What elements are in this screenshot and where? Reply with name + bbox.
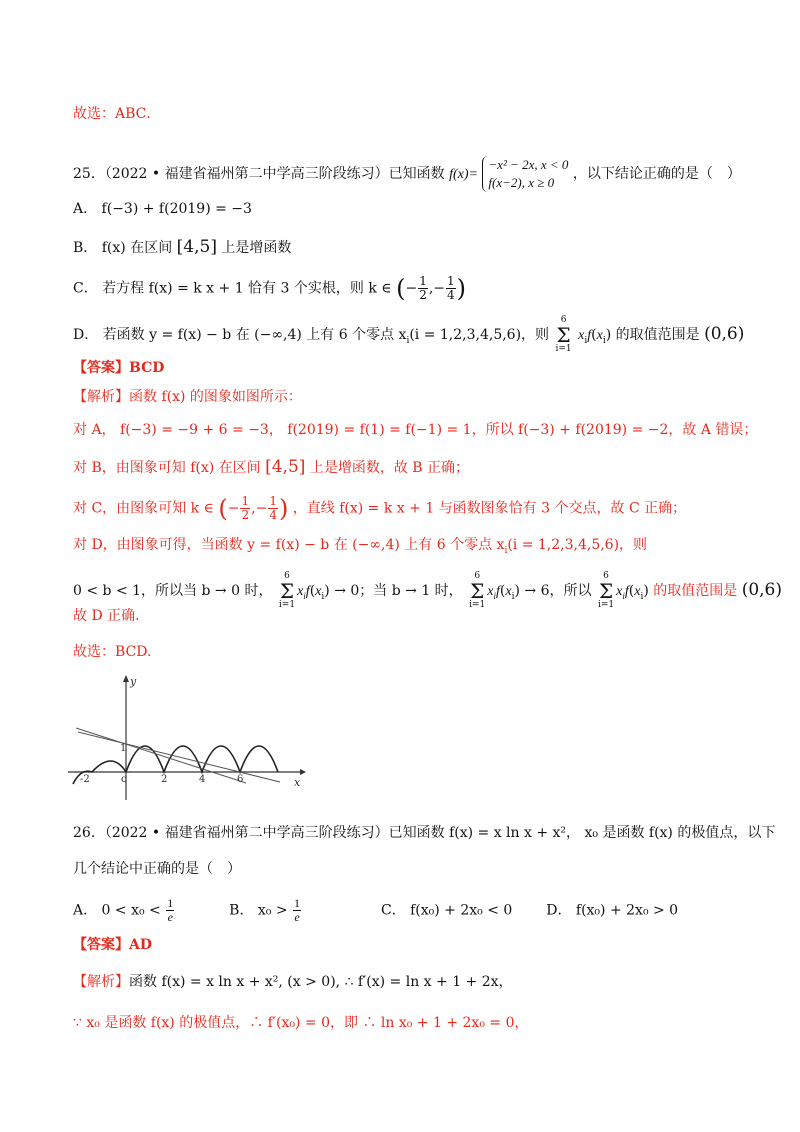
frac-quarter-num: 1: [447, 274, 455, 288]
x-tick-6: 6: [237, 774, 244, 785]
y-tick-1: 1: [120, 743, 127, 754]
sum-2-bottom: i=1: [469, 600, 486, 610]
q25-analysis-1: [73, 386, 302, 408]
x-tick-2: 2: [161, 774, 168, 785]
q25-f-def: f(x)=: [449, 167, 478, 182]
sum-top: 6: [560, 315, 567, 325]
frac-half-num: 1: [419, 274, 427, 288]
q25-analysis-b: [73, 456, 469, 479]
q25-option-b-tail: 上是增函数: [221, 240, 292, 256]
q25-option-d: D． 若函数 y = f(x) − b 在 (−∞,4) 上有 6 个零点 $x_i(i = 1,2,3,4,5,6)$，则 6 Σ i=1 $x_if(x_i)$ 的取值范围是 (0,6): [73, 315, 745, 354]
q25-analysis-d2-range: (0,6): [741, 580, 783, 600]
x-tick-origin: o: [121, 774, 128, 785]
q26-option-d: D． f(x₀) + 2x₀ > 0: [546, 902, 679, 919]
q25-option-c: C． 若方程 f(x) = k x + 1 恰有 3 个实根，则 k ∈ (− $\frac{1}{2}$ ,− $\frac{1}{4}$ ): [73, 274, 467, 303]
q25-analysis-d2-c: → 6，所以: [524, 583, 592, 599]
frac-half-2: [240, 495, 250, 522]
frac-quarter-2-num: 1: [269, 494, 277, 508]
q26-option-a: A． 0 < x₀ <: [73, 902, 161, 919]
q25-analysis-b-tail: 上是增函数，故 B 正确；: [309, 460, 470, 476]
frac-quarter-den: 4: [447, 288, 455, 302]
x-tick-4: 4: [199, 774, 206, 785]
frac-e-2-den: e: [294, 910, 300, 924]
q25-analysis-d-text2: (i = 1,2,3,4,5,6)，则: [507, 537, 648, 553]
frac-e-2: [293, 897, 301, 924]
q26-stem: [73, 822, 775, 844]
q25-stem: [73, 156, 741, 192]
q26-analysis-2: ∵ x₀ 是函数 f(x) 的极值点，∴ f′(x₀) = 0，即 ∴ ln x₀ + 1 + 2x₀ = 0，: [73, 1015, 529, 1031]
frac-e-2-num: 1: [294, 896, 301, 910]
sum-3-top: 6: [603, 571, 609, 581]
line-k-quarter: [78, 732, 280, 782]
q26-analysis-1-text: 函数 f(x) = x ln x + x², (x > 0), ∴ f′(x) = ln x + 1 + 2x，: [129, 974, 513, 990]
q26-option-c: C． f(x₀) + 2x₀ < 0: [380, 902, 513, 919]
q25-analysis-c-text: 对 C，由图象可知 k ∈: [73, 500, 214, 517]
q26-stem-b: 几个结论中正确的是（ ）: [73, 861, 241, 877]
sum-symbol-2: 6 Σ i=1: [469, 571, 486, 610]
q25-answer: 【答案】BCD: [73, 360, 165, 376]
sum-1-bottom: i=1: [278, 600, 296, 610]
q26-options: [73, 897, 678, 924]
q26-analysis-label: 【解析】: [73, 974, 129, 990]
q25-analysis-d3: 故 D 正确.: [73, 608, 140, 624]
q26-stem-a: 已知函数 f(x) = x ln x + x²， x₀ 是函数 f(x) 的极值点，以下: [388, 825, 776, 841]
q25-option-b-text: B． f(x) 在区间: [73, 240, 173, 256]
q26-source: （2022 • 福建省福州第二中学高三阶段练习）: [104, 825, 389, 841]
q25-piece2: f(x−2), x ≥ 0: [488, 175, 555, 190]
q25-source: （2022 • 福建省福州第二中学高三阶段练习）: [104, 166, 389, 182]
q25-conclusion: 故选：BCD.: [73, 644, 152, 660]
y-label: y: [130, 675, 137, 688]
frac-e: [166, 897, 174, 924]
q26-answer: 【答案】AD: [73, 937, 153, 953]
q25-option-c-text: C． 若方程 f(x) = k x + 1 恰有 3 个实根，则 k ∈: [73, 280, 392, 297]
q26-option-b: B． x₀ >: [229, 902, 288, 919]
q25-analysis-1-text: 函数 f(x) 的图象如图所示：: [129, 389, 302, 405]
frac-quarter: [446, 275, 456, 302]
sum-1-top: 6: [284, 571, 290, 581]
q25-analysis-b-text: 对 B，由图象可知 f(x) 在区间: [73, 460, 261, 476]
q25-analysis-a: 对 A， f(−3) = −9 + 6 = −3， f(2019) = f(1) = f(−1) = 1，所以 f(−3) + f(2019) = −2，故 A 错误；: [73, 422, 758, 438]
q26-number: 26．: [73, 825, 105, 841]
function-graph: [68, 672, 308, 807]
q25-option-d-f: f: [587, 328, 592, 343]
sum-bottom: i=1: [555, 344, 572, 354]
frac-half-2-num: 1: [241, 494, 250, 508]
y-axis-arrow: [123, 675, 129, 682]
q25-option-b-interval: [4,5]: [176, 237, 217, 257]
q25-analysis-label: 【解析】: [73, 389, 129, 405]
q25-analysis-d2-b: → 0；当 b → 1 时，: [334, 583, 463, 599]
q25-number: 25．: [73, 166, 105, 182]
function-curve: [73, 746, 278, 784]
q25-option-d-text: D． 若函数 y = f(x) − b 在 (−∞,4) 上有 6 个零点 x: [73, 327, 407, 343]
q25-option-d-text3: 的取值范围是: [615, 327, 700, 343]
q25-option-d-range: (0,6): [704, 324, 745, 344]
q25-analysis-c: 对 C，由图象可知 k ∈ (− $\frac{1}{2}$ ,− $\frac{1}{4}$ ) ，直线 f(x) = k x + 1 与函数图象恰有 3 个交点，故 C 正确；: [73, 494, 687, 523]
q25-analysis-d2-a: 0 < b < 1，所以当 b → 0 时，: [73, 583, 273, 599]
sum-symbol-3: 6 Σ i=1: [597, 571, 615, 610]
sum-symbol-1: 6 Σ i=1: [278, 571, 296, 610]
frac-half-den: 2: [419, 288, 427, 302]
q25-analysis-d: 对 D，由图象可得，当函数 y = f(x) − b 在 (−∞,4) 上有 6 个零点 $x_i(i = 1,2,3,4,5,6)$，则: [73, 537, 648, 556]
q25-analysis-d2-d: 的取值范围是: [653, 583, 738, 599]
q25-analysis-d-text: 对 D，由图象可得，当函数 y = f(x) − b 在 (−∞,4) 上有 6 个零点 x: [73, 537, 505, 553]
q25-piecewise: [482, 156, 568, 192]
q25-option-d-x: x: [578, 328, 585, 343]
q25-option-d-text2: (i = 1,2,3,4,5,6)，则: [409, 327, 550, 343]
frac-half-2-den: 2: [241, 508, 250, 522]
x-label: x: [294, 776, 301, 789]
q25-option-a: A． f(−3) + f(2019) = −3: [73, 201, 252, 217]
frac-e-den: e: [167, 910, 173, 924]
q25-piece1: −x² − 2x, x < 0: [488, 157, 569, 172]
sum-2-top: 6: [474, 571, 481, 581]
sum-symbol-d: 6 Σ i=1: [555, 315, 572, 354]
q25-analysis-d2: 0 < b < 1，所以当 b → 0 时， 6 Σ i=1 $x_if(x_i) \to 0$；当 b → 1 时， 6 Σ i=1 $x_if(x_i) \to 6$，所以 6 Σ i=1 $x_if(x_i)$ 的取值范围是 (0,6): [73, 571, 783, 610]
frac-quarter-2-den: 4: [269, 508, 277, 522]
prev-conclusion: 故选：ABC．: [73, 106, 161, 122]
frac-half: [418, 275, 428, 302]
q25-option-b: [73, 236, 291, 259]
q25-analysis-b-interval: [4,5]: [265, 457, 306, 477]
q25-stem-b: ，以下结论正确的是（ ）: [572, 166, 741, 182]
x-tick-neg2: -2: [80, 774, 90, 785]
sum-3-bottom: i=1: [597, 600, 615, 610]
q26-analysis-1: [73, 971, 513, 993]
frac-quarter-2: [268, 495, 278, 522]
frac-e-num: 1: [167, 896, 174, 910]
q25-stem-a: 已知函数: [388, 166, 445, 182]
x-axis-arrow: [300, 769, 306, 775]
q25-analysis-c-tail: ，直线 f(x) = k x + 1 与函数图象恰有 3 个交点，故 C 正确；: [292, 500, 687, 517]
